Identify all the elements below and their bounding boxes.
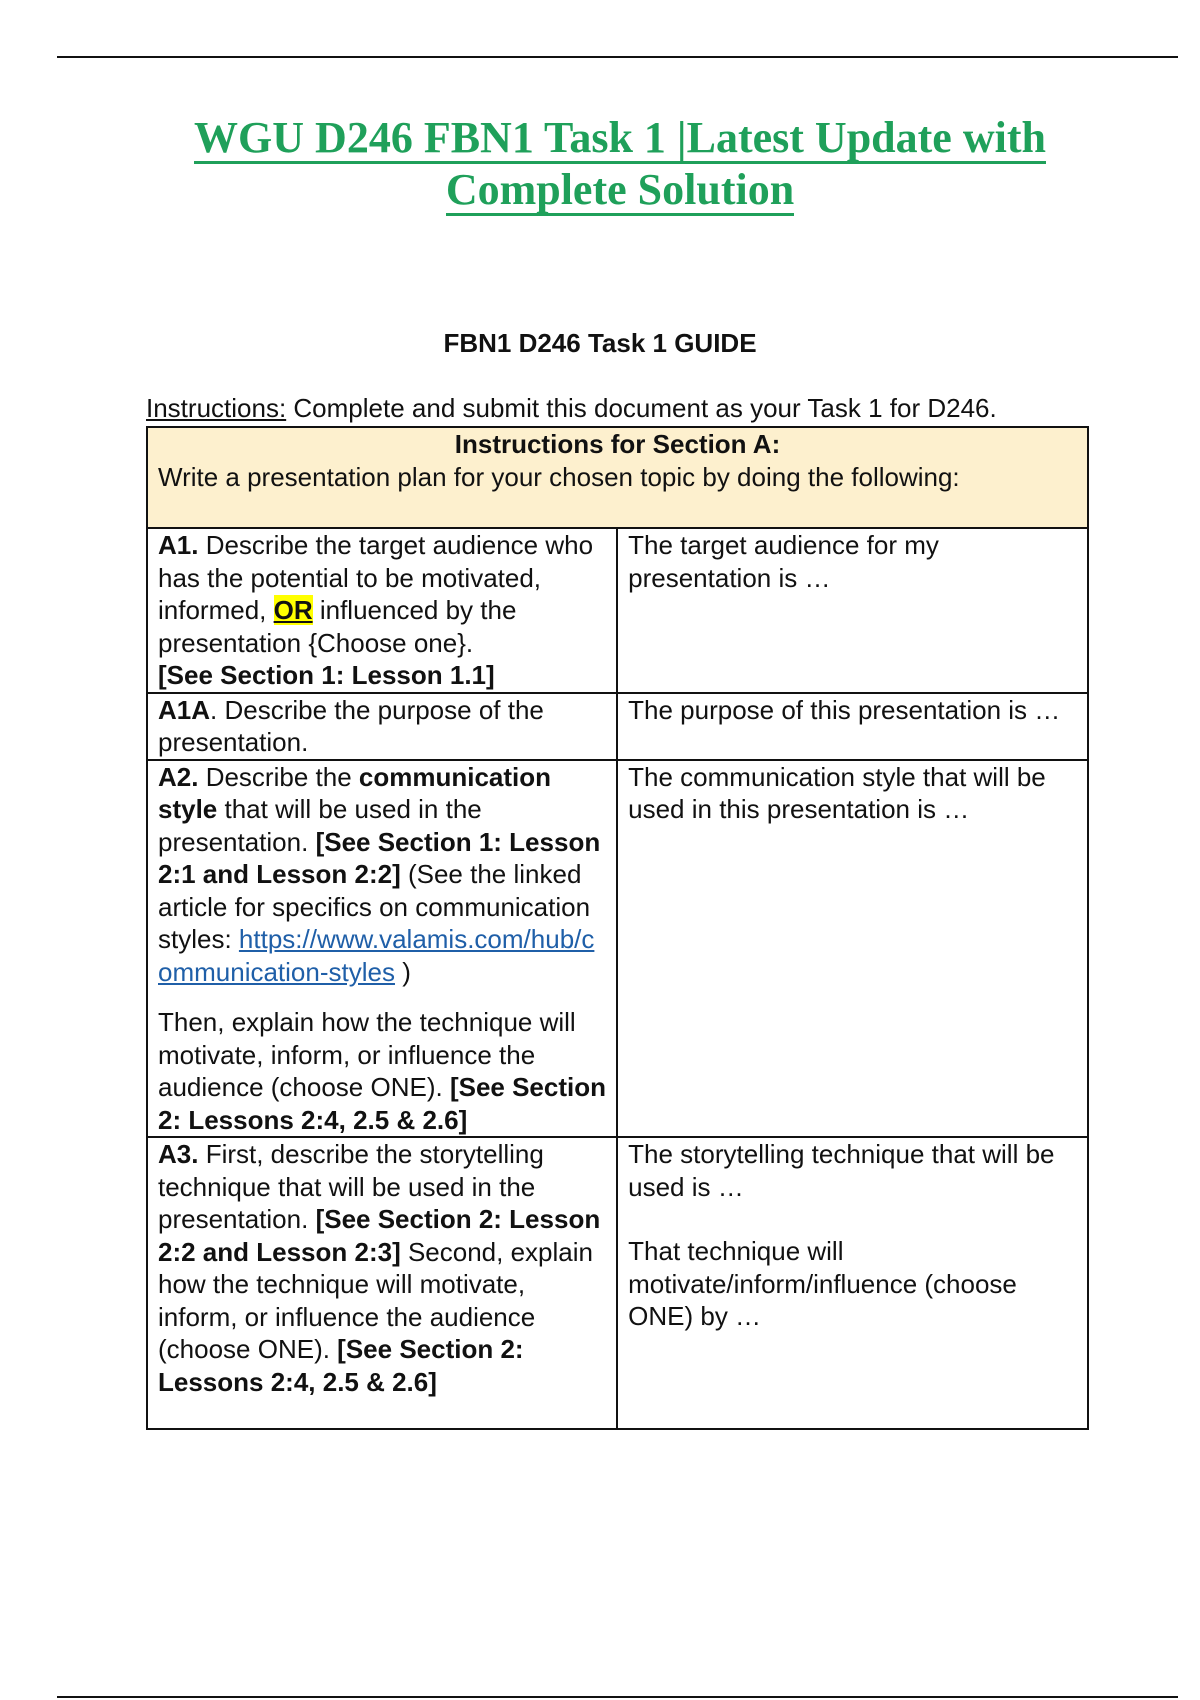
a2-response[interactable]: The communication style that will be used in this presentation is …	[617, 760, 1088, 1138]
a1a-response[interactable]: The purpose of this presentation is …	[617, 693, 1088, 760]
a3-reference-2: [See Section 2: Lessons 2:4, 2.5 & 2.6]	[158, 1334, 524, 1397]
instructions-text: Complete and submit this document as your Task 1 for D246.	[286, 393, 997, 423]
section-a-heading: Instructions for Section A:	[454, 429, 781, 459]
section-a-header	[147, 427, 1088, 528]
a2-text-3: (See the linked article for specifics on communication styles:	[158, 859, 591, 954]
table-row-a3	[147, 1137, 1088, 1429]
a1-text-1: Describe the target audience who has the potential to be motivated, informed,	[158, 530, 594, 625]
a1a-prompt	[147, 693, 617, 760]
a2-reference-1: [See Section 1: Lesson 2:1 and Lesson 2:2]	[158, 826, 601, 889]
a2-text-2: that will be used in the presentation.	[158, 794, 482, 857]
a2-reference-2: [See Section 2: Lessons 2:4, 2.5 & 2.6]	[158, 1072, 606, 1135]
a1-prompt	[147, 528, 617, 693]
a2-text-1: Describe the	[198, 761, 359, 792]
a3-text-1: First, describe the storytelling technique that will be used in the presentation.	[158, 1139, 544, 1234]
header-rule	[57, 56, 1178, 58]
title-line-1: WGU D246 FBN1 Task 1 |Latest Update with	[194, 113, 1046, 162]
document-title	[60, 112, 1180, 216]
section-a-table	[146, 426, 1089, 1430]
table-row-a1	[147, 528, 1088, 693]
a3-response[interactable]	[617, 1137, 1088, 1429]
instructions-label: Instructions:	[146, 393, 287, 423]
a2-prompt	[147, 760, 617, 1138]
paragraph-gap	[158, 988, 606, 1006]
a2-text-5: Then, explain how the technique will motivate, inform, or influence the audience (choose ONE).	[158, 1007, 576, 1102]
a1a-text: . Describe the purpose of the presentation.	[158, 694, 544, 757]
a3-label: A3.	[158, 1139, 199, 1169]
title-line-2: Complete Solution	[445, 165, 795, 214]
a1-text-2: influenced by the presentation {Choose one}.	[158, 595, 517, 658]
a3-response-1: The storytelling technique that will be used is …	[628, 1139, 1055, 1202]
instructions-line	[146, 393, 997, 424]
a3-prompt	[147, 1137, 617, 1429]
a3-text-2: Second, explain how the technique will motivate, inform, or influence the audience (choose ONE).	[158, 1236, 593, 1364]
a1a-label: A1A	[158, 694, 211, 725]
communication-styles-link[interactable]: https://www.valamis.com/hub/communication-styles	[158, 924, 595, 987]
guide-title: FBN1 D246 Task 1 GUIDE	[443, 328, 757, 358]
section-a-header-row	[147, 427, 1088, 528]
table-row-a1a	[147, 693, 1088, 760]
a3-reference-1: [See Section 2: Lesson 2:2 and Lesson 2:3]	[158, 1204, 601, 1267]
footer-rule	[57, 1696, 1178, 1698]
table-row-a2	[147, 760, 1088, 1138]
section-a-subheading: Write a presentation plan for your chosen topic by doing the following:	[158, 461, 960, 492]
a1-response[interactable]: The target audience for my presentation is …	[617, 528, 1088, 693]
response-gap	[628, 1203, 1077, 1235]
a1-highlight: OR	[273, 595, 313, 625]
a1-label: A1.	[158, 530, 199, 560]
a2-text-4: )	[394, 956, 411, 987]
a3-response-2: That technique will motivate/inform/influence (choose ONE) by …	[628, 1236, 1017, 1331]
a2-label: A2.	[158, 761, 199, 792]
a2-bold-term: communication style	[158, 761, 552, 824]
a1-reference: [See Section 1: Lesson 1.1]	[158, 660, 495, 690]
